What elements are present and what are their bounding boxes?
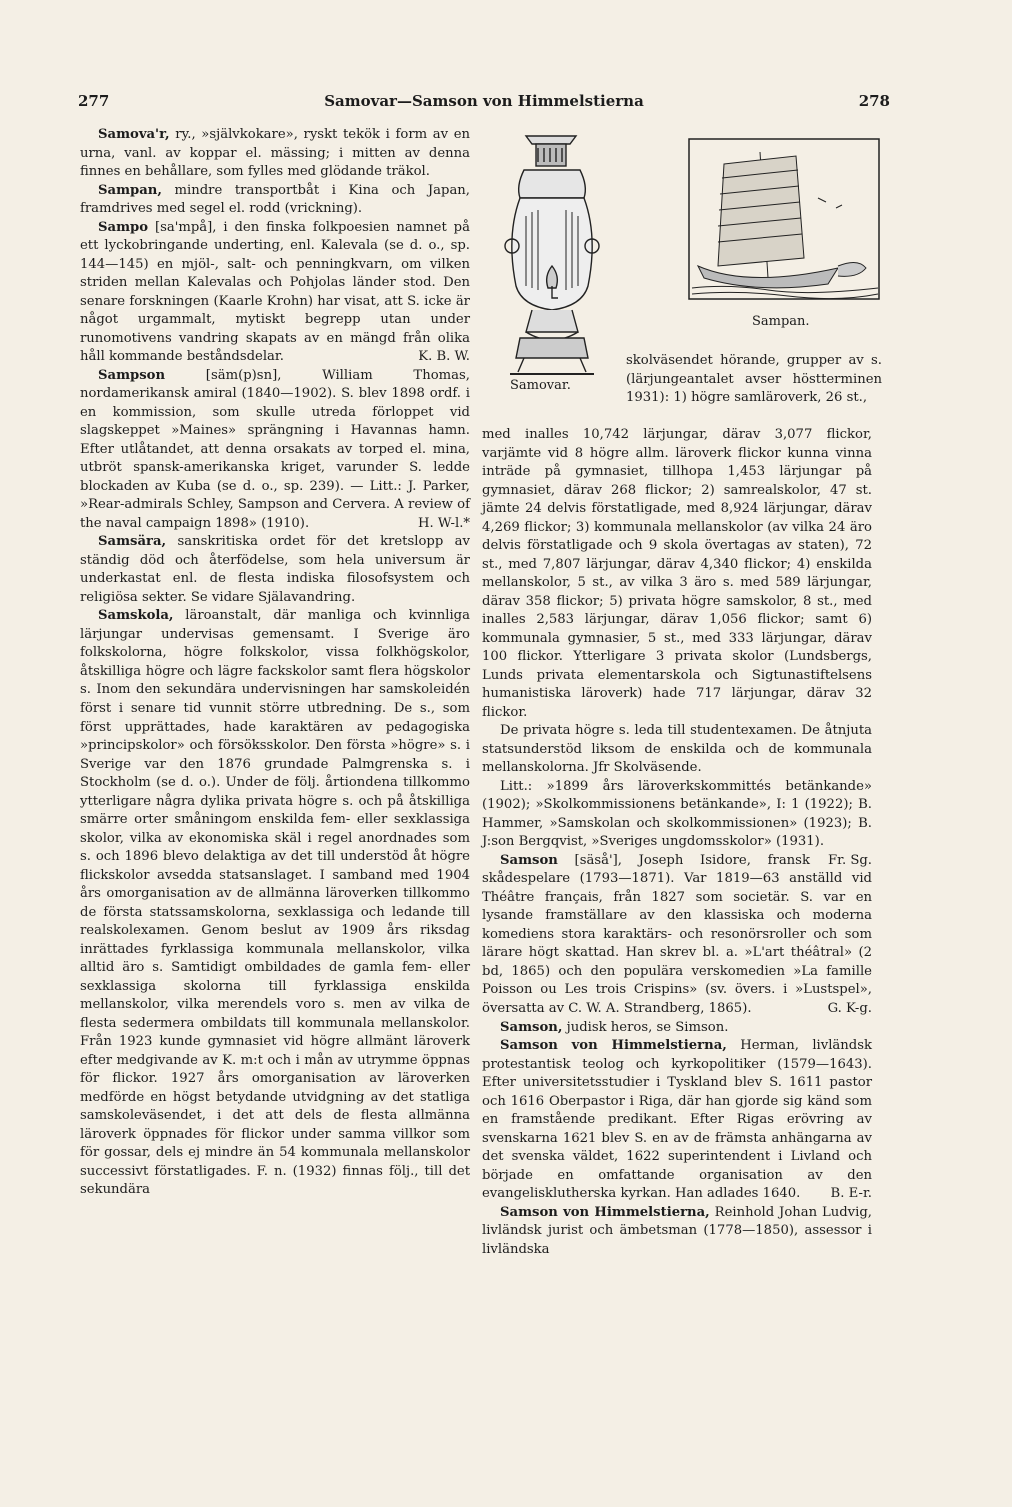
headword: Samson xyxy=(500,852,558,868)
entry-sampan xyxy=(80,182,470,219)
page-number-left: 277 xyxy=(78,92,110,110)
sampan-caption: Sampan. xyxy=(752,314,810,329)
page-header xyxy=(78,92,890,116)
sampan-illustration xyxy=(688,138,880,334)
headword: Samsära, xyxy=(98,534,167,550)
entry-text: med inalles 10,742 lärjungar, därav 3,077 flickor, varjämte vid 8 högre allm. läroverk flickor kunna vinna inträde på gymnasiet, tillhopa 1,453 lärjungar på gymnasiet, därav 268 flickor; 2) samrealskolor, 47 st. jämte 24 delvis förstatligade, med 8,924 lärjungar, därav 4,269 flickor; 3) kommunala mellanskolor (av vilka 24 äro delvis förstatligade och 9 skola övertagas av staten), 72 st., med 7,807 lärjungar, därav 4,340 flickor; 4) enskilda mellanskolor, 5 st., av vilka 3 äro s. med 589 lärjungar, därav 358 flickor; 5) privata högre samskolor, 8 st., med inalles 2,583 lärjungar, därav 1,056 flickor; samt 6) kommunala gymnasier, 5 st., med 333 lärjungar, därav 100 flickor. Ytterligare 3 privata skolor (Lundsbergs, Lunds privata elementarskola och Sigtunastiftelsens humanistiska läroverk) hade 717 lärjungar, därav 32 flickor. xyxy=(482,427,872,720)
entry-text: Herman, livländsk protestantisk teolog och kyrkopolitiker (1579—1643). Efter universitetsstudier i Tyskland blev S. 1611 pastor och 1616 Oberpastor i Riga, där han gjorde sig känd som en framstående predikant. Efter Rigas erövring av svenskarna 1621 blev S. en av de främsta anhängarna av det svenska väldet, 1622 superintendent i Livland och började en omfattande organisation av den evangelisklutherska kyrkan. Han adlades 1640. xyxy=(482,1038,872,1202)
headword: Samson von Himmelstierna, xyxy=(500,1204,710,1220)
headword: Sampson xyxy=(98,367,166,383)
samovar-illustration xyxy=(496,126,608,396)
entry-text: läroanstalt, där manliga och kvinnliga lärjungar undervisas gemensamt. I Sverige äro folkskolorna, högre folkskolor, vissa folkhögskolor, åtskilliga högre och lägre fackskolor samt flera högskolor s. Inom den sekundära undervisningen har samskoleidén först i senare tid vunnit större utbredning. De s., som först upprättades, hade karaktären av pedagogiska »principskolor» och försöksskolor. Den första »högre» s. i Sverige var den 1876 grundade Palmgrenska s. i Stockholm (se d. o.). Under de följ. årtiondena tillkommo ytterligare några dylika privata högre s. och på åtskilliga smärre orter småningom enskilda fem- eller sexklassiga skolor, vilka av ekonomiska skäl i regel anordnades som s. och 1896 blevo delaktiga av det till understöd åt högre flickskolor avsedda statsanslaget. I samband med 1904 års omorganisation av de allmänna läroverken tillkommo de första statssamskolorna, sexklassiga och ledande till realskolexamen. Genom beslut av 1909 års riksdag inrättades fyrklassiga kommunala mellanskolor, vilka alltid äro s. Samtidigt ombildades de gamla fem- eller sexklassiga skolorna till fyrklassiga enskilda mellanskolor, vilka merendels voro s. men av vilka de flesta sedermera ombildats till kommunala mellanskolor. Från 1923 kunde gymnasiet vid högre allmänt läroverk efter medgivande av K. m:t och i mån av utrymme öppnas för flickor. 1927 års omorganisation av läroverken medförde en högst betydande utvidgning av det statliga samskoleväsendet, i det att dels de flesta allmänna läroverk öppnades för flickor under samma villkor som för gossar, dels ej mindre än 54 kommunala mellanskolor successivt förstatligades. F. n. (1932) finnas följ., till det sekundära xyxy=(80,608,470,1198)
entry-text: sanskritiska ordet för det kretslopp av ständig död och återfödelse, som hela universum är underkastat enl. de flesta indiska filosofsystem och religiösa sekter. Se vidare Själavandring. xyxy=(80,534,470,605)
entry-samskola-continued xyxy=(482,426,872,722)
author-signature: G. K-g. xyxy=(827,1000,872,1016)
author-signature: H. W-l.* xyxy=(418,515,470,531)
headword: Sampo xyxy=(98,219,149,235)
author-signature: Fr. Sg. xyxy=(827,852,872,868)
entry-text: Reinhold Johan Ludvig, livländsk jurist och ämbetsman (1778—1850), assessor i livländska xyxy=(482,1204,872,1257)
entry-text: De privata högre s. leda till studentexamen. De åtnjuta statsunderstöd liksom de enskilda och de kommunala mellanskolorna. Jfr Skolväsende. xyxy=(482,723,872,776)
right-column-intro: skolväsendet hörande, grupper av s. (lärjungeantalet avser höstterminen 1931): 1) högre samläroverk, 26 st., xyxy=(626,353,882,406)
entry-text: Litt.: »1899 års läroverkskommittés betänkande» (1902); »Skolkommissionens betänkande», I: 1 (1922); B. Hammer, »Samskolan och skolkommissionen» (1923); B. J:son Bergqvist, »Sveriges ungdomsskolor» (1931). xyxy=(482,778,872,850)
entry-sampo xyxy=(80,219,470,367)
entry-text: mindre transportbåt i Kina och Japan, framdrives med segel el. rodd (vrickning). xyxy=(80,182,470,217)
headword: Samson, xyxy=(500,1019,563,1035)
headword: Samova'r, xyxy=(98,127,170,142)
entry-text: [sa'mpå], i den finska folkpoesien namnet på ett lyckobringande underting, enl. Kalevala (se d. o., sp. 144—145) en mjöl-, salt- och penningkvarn, om vilken striden mellan Kalevalas och Pohjolas länder stod. Den senare forskningen (Kaarle Krohn) har visat, att S. icke är något urgammalt, mytiskt begrepp utan under runomotivens vandring skapats av en mängd från olika håll kommande beståndsdelar. xyxy=(80,219,470,365)
left-column xyxy=(80,126,470,1200)
entry-samson-joseph xyxy=(482,852,872,1019)
running-title: Samovar—Samson von Himmelstierna xyxy=(324,92,644,110)
entry-samson-judisk xyxy=(482,1019,872,1038)
headword: Samson von Himmelstierna, xyxy=(500,1038,727,1054)
right-column xyxy=(482,426,872,1259)
entry-text: [säså'], Joseph Isidore, fransk skådespelare (1793—1871). Var 1819—63 anställd vid Théâtre français, från 1827 som societär. S. var en lysande framställare av den klassiska och moderna komediens stora karaktärs- och resonörsroller och som lärare högt skattad. Han skrev bl. a. »L'art théâtral» (2 bd, 1865) och den populära verskomedien »La famille Poisson ou Les trois Crispins» (sv. övers. i »Lustspel», översatta av C. W. A. Strandberg, 1865). xyxy=(482,852,872,1016)
entry-samsara xyxy=(80,533,470,607)
entry-samovar xyxy=(80,126,470,182)
headword: Samskola, xyxy=(98,608,174,624)
paragraph-privata xyxy=(482,722,872,778)
entry-sampson xyxy=(80,367,470,534)
headword: Sampan, xyxy=(98,182,162,198)
author-signature: B. E-r. xyxy=(830,1186,872,1202)
author-signature: K. B. W. xyxy=(418,349,470,365)
entry-text: judisk heros, se Simson. xyxy=(562,1019,729,1035)
entry-text: [säm(p)sn], William Thomas, nordamerikansk amiral (1840—1902). S. blev 1898 ordf. i en kommission, som skulle utreda förloppet vid slagskeppet »Maines» sprängning i Havannas hamn. Efter utlåtandet, att denna orsakats av torped el. mina, utbröt spansk-amerikanska kriget, varunder S. ledde blockaden av Kuba (se d. o., sp. 239). — Litt.: J. Parker, »Rear-admirals Schley, Sampson and Cervera. A review of the naval campaign 1898» (1910). xyxy=(80,367,470,531)
entry-samson-herman xyxy=(482,1037,872,1204)
entry-samskola xyxy=(80,607,470,1200)
entry-text: ry., »självkokare», ryskt tekök i form av en urna, vanl. av koppar el. mässing; i mitten av denna finnes en behållare, som fylles med glödande träkol. xyxy=(80,127,470,180)
entry-samson-reinhold xyxy=(482,1204,872,1260)
page-number-right: 278 xyxy=(858,92,890,110)
samovar-caption: Samovar. xyxy=(510,378,571,393)
